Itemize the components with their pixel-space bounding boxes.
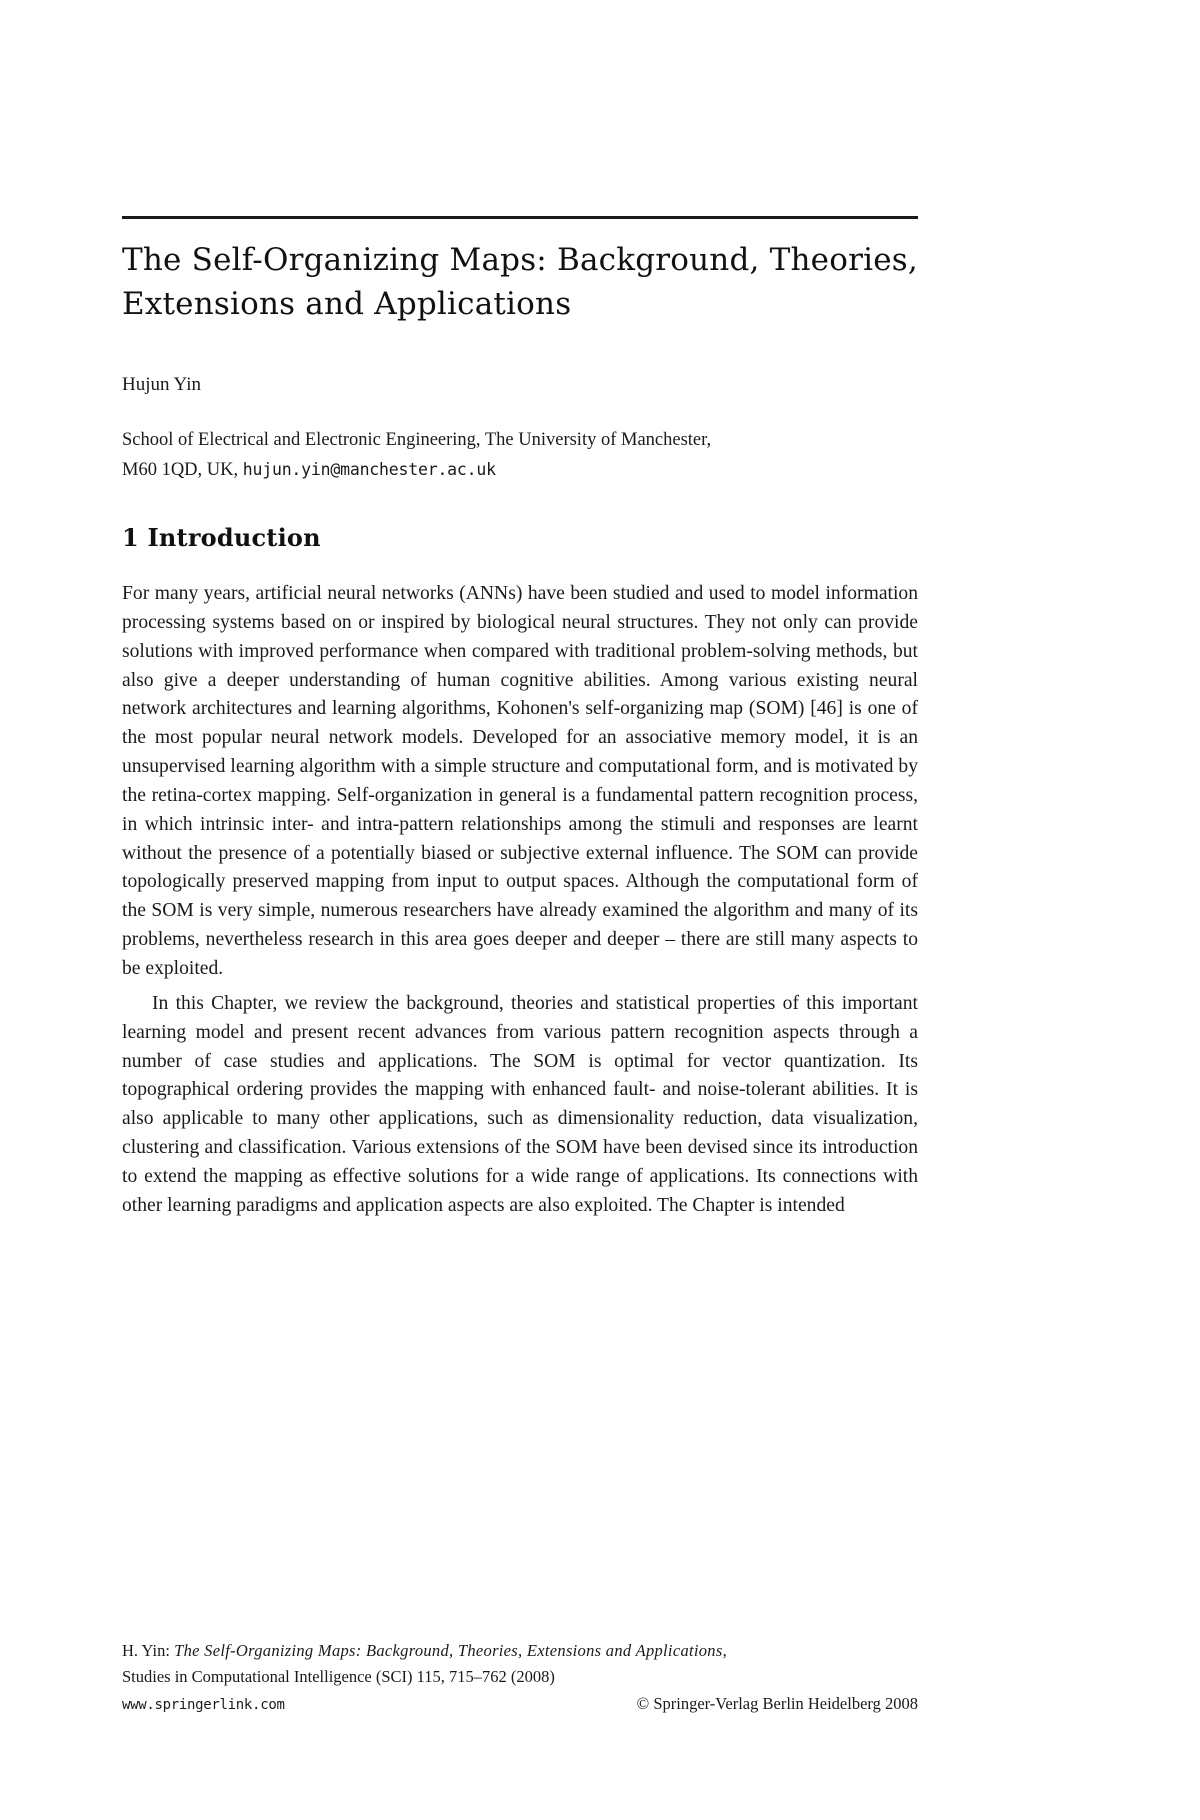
author-email: hujun.yin@manchester.ac.uk bbox=[242, 460, 496, 479]
affiliation-line-1: School of Electrical and Electronic Engineering, The University of Manchester, bbox=[122, 430, 712, 450]
springerlink-url[interactable]: www.springerlink.com bbox=[122, 1697, 285, 1713]
page-title: The Self-Organizing Maps: Background, Theories, Extensions and Applications bbox=[122, 242, 918, 322]
affiliation-line-2 bbox=[122, 455, 922, 485]
footer-citation bbox=[122, 1638, 918, 1664]
page-footer bbox=[122, 1638, 918, 1719]
author-affiliation bbox=[122, 425, 922, 485]
body-text bbox=[122, 580, 918, 1221]
title-rule bbox=[122, 216, 918, 219]
footer-bottom-row bbox=[122, 1691, 918, 1719]
copyright-notice: © Springer-Verlag Berlin Heidelberg 2008 bbox=[636, 1694, 918, 1713]
author-name: Hujun Yin bbox=[122, 374, 201, 395]
footer-citation-author: H. Yin: bbox=[122, 1641, 175, 1660]
affiliation-address: M60 1QD, UK, bbox=[122, 460, 243, 480]
footer-citation-title: The Self-Organizing Maps: Background, Theories, Extensions and Applications, bbox=[174, 1641, 728, 1660]
paragraph-2: In this Chapter, we review the background, theories and statistical properties of this important learning model and present recent advances from various pattern recognition aspects through a number of case studies and applications. The SOM is optimal for vector quantization. Its topographical ordering provides the mapping with enhanced fault- and noise-tolerant abilities. It is also applicable to many other applications, such as dimensionality reduction, data visualization, clustering and classification. Various extensions of the SOM have been devised since its introduction to extend the mapping as effective solutions for a wide range of applications. Its connections with other learning paradigms and application aspects are also exploited. The Chapter is intended bbox=[122, 992, 918, 1216]
section-heading-introduction: 1 Introduction bbox=[122, 523, 321, 552]
paragraph-1: For many years, artificial neural networks (ANNs) have been studied and used to model information processing systems based on or inspired by biological neural structures. They not only can provide solutions with improved performance when compared with traditional problem-solving methods, but also give a deeper understanding of human cognitive abilities. Among various existing neural network architectures and learning algorithms, Kohonen's self-organizing map (SOM) [46] is one of the most popular neural network models. Developed for an associative memory model, it is an unsupervised learning algorithm with a simple structure and computational form, and is motivated by the retina-cortex mapping. Self-organization in general is a fundamental pattern recognition process, in which intrinsic inter- and intra-pattern relationships among the stimuli and responses are learnt without the presence of a potentially biased or subjective external influence. The SOM can provide topologically preserved mapping from input to output spaces. Although the computational form of the SOM is very simple, numerous researchers have already examined the algorithm and many of its problems, nevertheless research in this area goes deeper and deeper – there are still many aspects to be exploited. bbox=[122, 583, 918, 979]
footer-citation-series: Studies in Computational Intelligence (SCI) 115, 715–762 (2008) bbox=[122, 1666, 555, 1686]
